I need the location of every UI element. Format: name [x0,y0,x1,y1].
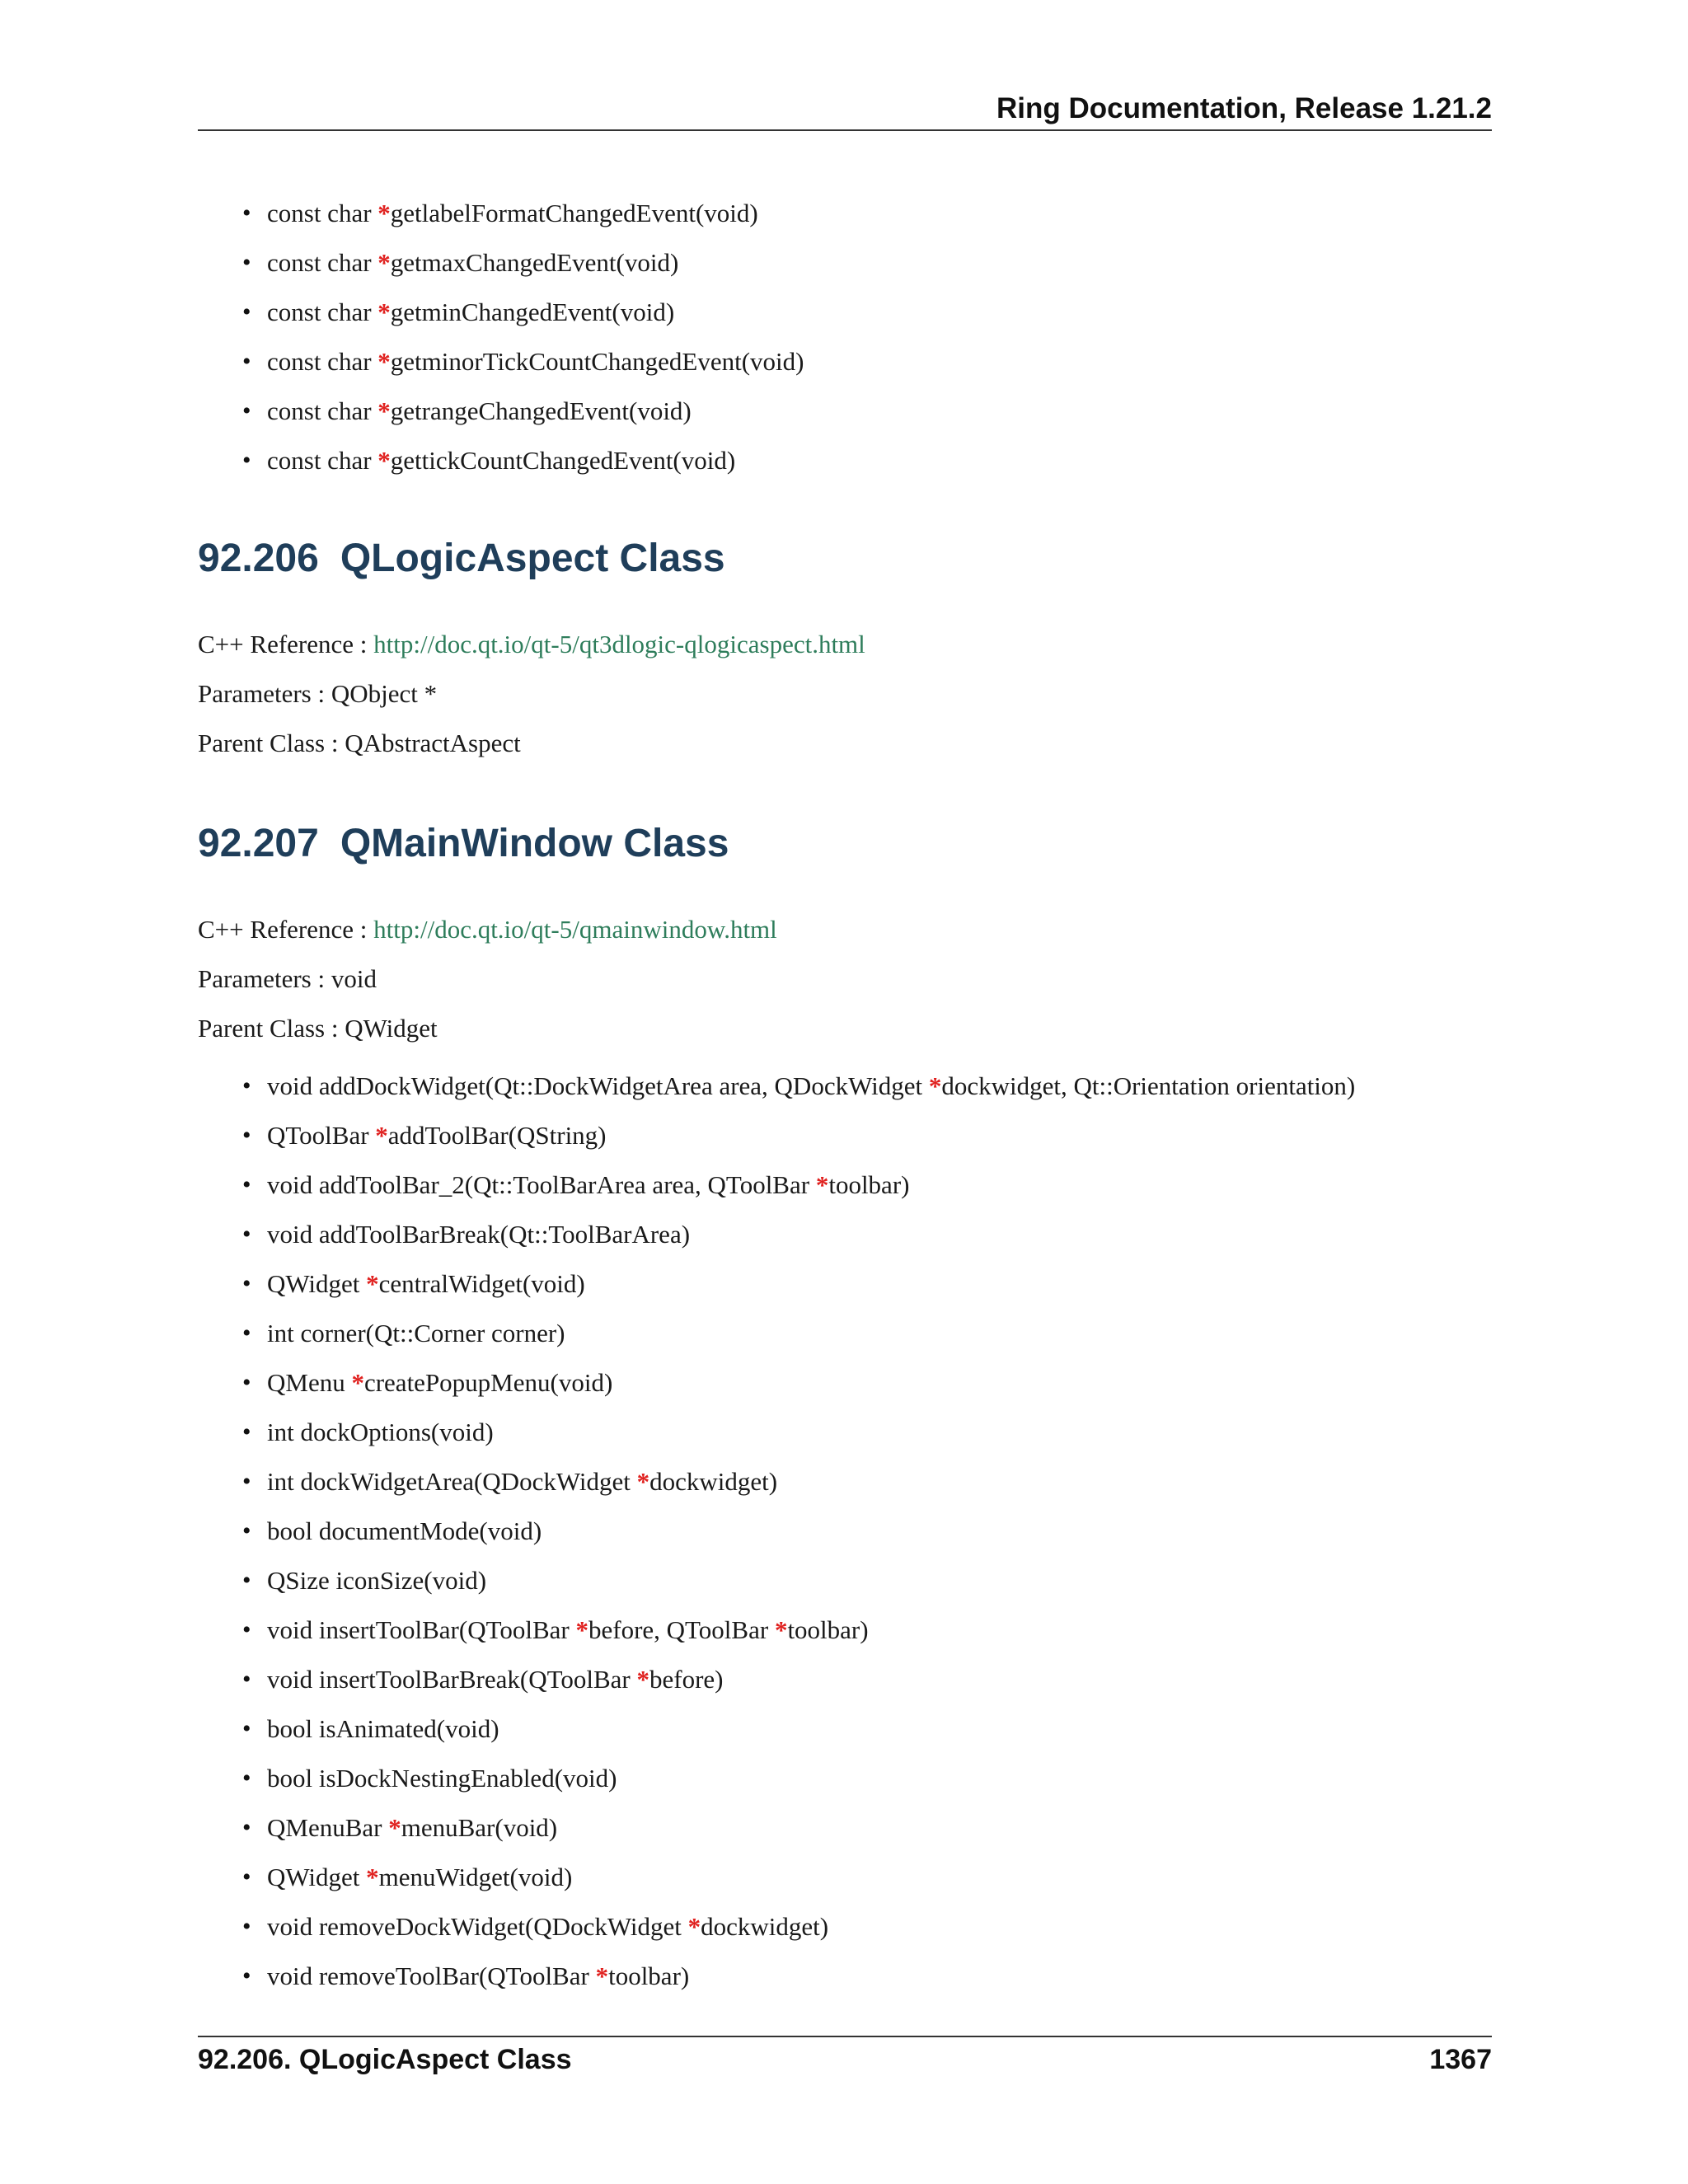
method-list-item [198,1853,1492,1902]
document-page [198,0,1492,2184]
method-list-item [198,1358,1492,1408]
method-list-top [198,189,1492,485]
parameters-line [198,963,377,996]
method-text: before, QToolBar [588,1615,775,1644]
method-list-item [198,1754,1492,1803]
section-heading-qlogicaspect [198,536,725,581]
parameters-line [198,677,437,710]
method-text: centralWidget(void) [378,1269,585,1298]
method-text: dockwidget) [649,1467,778,1496]
pointer-star: * [375,1121,388,1150]
method-text: void insertToolBarBreak(QToolBar [267,1665,637,1694]
parent-class-line [198,727,521,760]
method-list-item [198,1803,1492,1853]
method-text: gettickCountChangedEvent(void) [390,446,736,475]
method-list-item [198,1259,1492,1309]
method-text: toolbar) [828,1170,910,1199]
method-text: toolbar) [787,1615,869,1644]
method-text: getrangeChangedEvent(void) [390,396,692,425]
page-footer [198,2044,1492,2076]
parent-class-label: Parent Class : [198,1014,345,1043]
method-list-qmainwindow [198,1062,1492,2001]
method-list-item [198,1210,1492,1259]
method-text: menuWidget(void) [378,1863,573,1891]
pointer-star: * [377,298,391,326]
method-text: int dockWidgetArea(QDockWidget [267,1467,637,1496]
pointer-star: * [575,1615,588,1644]
method-list-item [198,1062,1492,1111]
parent-class-value: QWidget [345,1014,438,1043]
method-list-item [198,1605,1492,1655]
method-list-item [198,189,1492,238]
method-text: createPopupMenu(void) [363,1368,613,1397]
pointer-star: * [377,248,391,277]
method-text: const char [267,199,378,227]
parent-class-label: Parent Class : [198,729,345,757]
section-number: 92.206 [198,537,319,580]
page-number: 1367 [1429,2044,1492,2075]
footer-section-ref: 92.206. QLogicAspect Class [198,2044,572,2075]
method-list-item [198,1902,1492,1952]
parameters-label: Parameters : [198,964,331,993]
method-text: menuBar(void) [401,1813,558,1842]
pointer-star: * [377,347,391,376]
pointer-star: * [366,1269,379,1298]
parent-class-value: QAbstractAspect [345,729,521,757]
method-text: int dockOptions(void) [267,1418,494,1446]
method-text: const char [267,298,378,326]
pointer-star: * [377,199,391,227]
method-text: const char [267,396,378,425]
method-list-item [198,436,1492,485]
method-text: void addDockWidget(Qt::DockWidgetArea area, QDockWidget [267,1071,929,1100]
section-title: QMainWindow Class [340,822,729,865]
parent-class-line [198,1012,438,1045]
method-text: QWidget [267,1863,367,1891]
method-list-item [198,1408,1492,1457]
method-text: const char [267,347,378,376]
method-text: getmaxChangedEvent(void) [390,248,679,277]
pointer-star: * [351,1368,364,1397]
parameters-value: void [331,964,377,993]
footer-rule [198,2036,1492,2037]
method-text: getminChangedEvent(void) [390,298,675,326]
method-list-item [198,1507,1492,1556]
method-text: const char [267,248,378,277]
pointer-star: * [687,1912,701,1941]
method-list-item [198,1457,1492,1507]
method-list-item [198,288,1492,337]
section-title: QLogicAspect Class [340,537,725,580]
method-text: bool isDockNestingEnabled(void) [267,1764,617,1793]
pointer-star: * [636,1665,650,1694]
method-text: bool documentMode(void) [267,1516,542,1545]
cpp-reference-link[interactable]: http://doc.qt.io/qt-5/qt3dlogic-qlogicaspect.html [373,630,865,658]
method-text: QMenu [267,1368,352,1397]
cpp-reference-line [198,913,777,946]
method-text: void insertToolBar(QToolBar [267,1615,576,1644]
pointer-star: * [928,1071,942,1100]
cpp-reference-label: C++ Reference : [198,630,374,658]
method-text: dockwidget, Qt::Orientation orientation) [941,1071,1356,1100]
method-list-item [198,1655,1492,1704]
pointer-star: * [377,446,391,475]
method-list-item [198,337,1492,387]
method-text: const char [267,446,378,475]
section-number: 92.207 [198,822,319,865]
method-text: void removeToolBar(QToolBar [267,1961,596,1990]
method-text: int corner(Qt::Corner corner) [267,1319,565,1347]
cpp-reference-line [198,628,865,661]
method-text: dockwidget) [701,1912,829,1941]
method-text: void removeDockWidget(QDockWidget [267,1912,688,1941]
method-list-item [198,387,1492,436]
method-text: getlabelFormatChangedEvent(void) [390,199,758,227]
pointer-star: * [366,1863,379,1891]
method-text: bool isAnimated(void) [267,1714,499,1743]
method-text: addToolBar(QString) [387,1121,607,1150]
pointer-star: * [774,1615,788,1644]
cpp-reference-label: C++ Reference : [198,915,374,944]
method-text: void addToolBar_2(Qt::ToolBarArea area, QToolBar [267,1170,816,1199]
pointer-star: * [636,1467,650,1496]
method-list-item [198,1111,1492,1160]
method-list-item [198,1556,1492,1605]
section-heading-qmainwindow [198,821,729,866]
method-text: QMenuBar [267,1813,389,1842]
method-list-item [198,1704,1492,1754]
method-text: getminorTickCountChangedEvent(void) [390,347,804,376]
pointer-star: * [388,1813,401,1842]
method-text: before) [649,1665,724,1694]
method-list-item [198,1309,1492,1358]
pointer-star: * [815,1170,829,1199]
method-text: void addToolBarBreak(Qt::ToolBarArea) [267,1220,691,1249]
cpp-reference-link[interactable]: http://doc.qt.io/qt-5/qmainwindow.html [373,915,777,944]
pointer-star: * [377,396,391,425]
method-text: QSize iconSize(void) [267,1566,487,1595]
method-list-item [198,1160,1492,1210]
method-text: QToolBar [267,1121,376,1150]
pointer-star: * [595,1961,609,1990]
method-text: toolbar) [608,1961,690,1990]
header-rule [198,129,1492,131]
method-text: QWidget [267,1269,367,1298]
method-list-item [198,238,1492,288]
parameters-label: Parameters : [198,679,331,708]
parameters-value: QObject * [331,679,438,708]
method-list-item [198,1952,1492,2001]
running-header: Ring Documentation, Release 1.21.2 [996,92,1492,124]
